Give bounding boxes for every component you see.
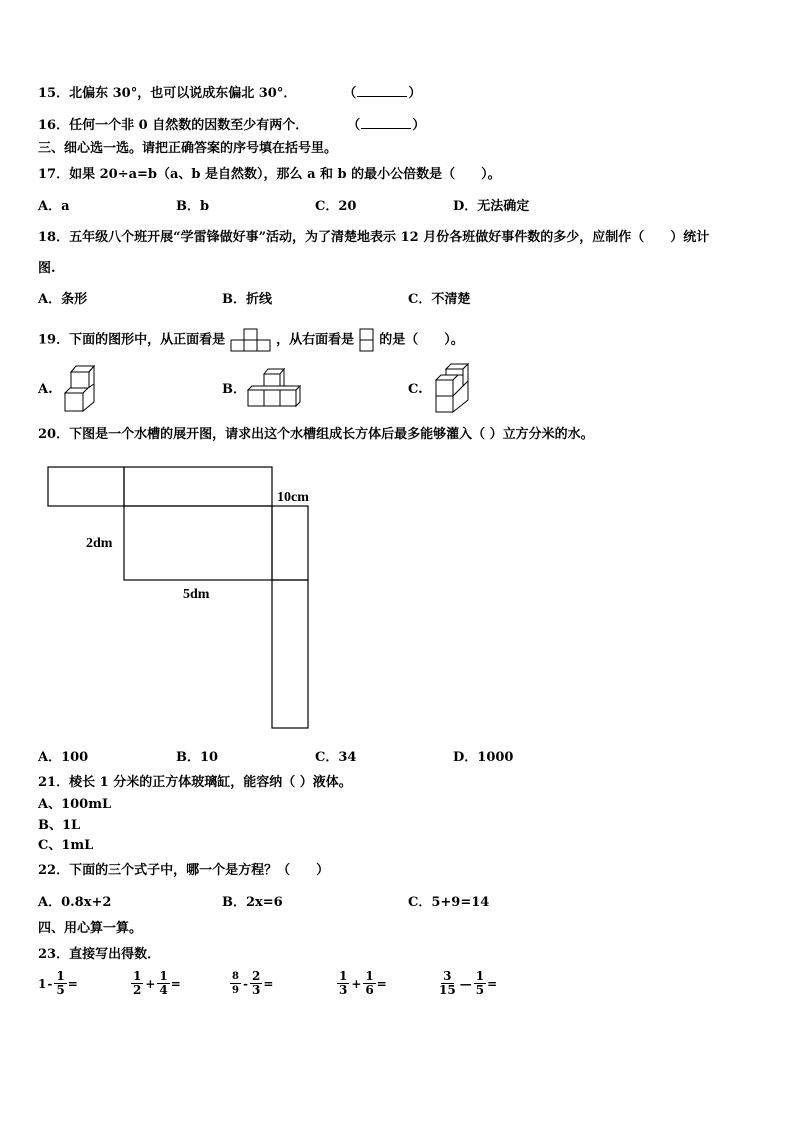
q17-option-d[interactable]: D．无法确定 xyxy=(453,199,530,214)
question-20-text: 20．下图是一个水槽的展开图，请求出这个水槽组成长方体后最多能够灌入（ ）立方分米的水。 xyxy=(38,427,594,442)
q22-option-a[interactable]: A．0.8x+2 xyxy=(38,895,112,910)
q20-option-d[interactable]: D．1000 xyxy=(453,750,514,765)
q21-option-b[interactable]: B、1L xyxy=(38,818,81,833)
q22-option-c[interactable]: C．5+9=14 xyxy=(408,895,490,910)
q16-number: 16． xyxy=(38,118,70,133)
q19-option-a[interactable]: A. xyxy=(38,382,53,397)
q21-option-a[interactable]: A、100mL xyxy=(38,797,112,812)
calc-4-equals: = xyxy=(376,976,387,991)
calc-5-fraction-a: $\frac{3}{15}$ xyxy=(439,969,456,997)
calc-3-fraction-a: $\frac{8}{9}$ xyxy=(232,971,239,996)
q20-option-c[interactable]: C．34 xyxy=(315,750,357,765)
q17-option-a[interactable]: A．a xyxy=(38,199,70,214)
calc-2-op: + xyxy=(145,976,156,991)
calc-3-op: - xyxy=(242,976,248,991)
q16-lparen: （ xyxy=(347,118,361,133)
section-3-heading: 三、细心选一选。请把正确答案的序号填在括号里。 xyxy=(38,141,338,156)
q20-option-a[interactable]: A．100 xyxy=(38,750,89,765)
calc-2-fraction-a: $\frac{1}{2}$ xyxy=(133,969,142,997)
calc-2[interactable] xyxy=(130,970,181,997)
q20-option-b[interactable]: B．10 xyxy=(176,750,219,765)
q18-option-b[interactable]: B．折线 xyxy=(222,292,272,307)
calc-4-fraction-b: $\frac{1}{6}$ xyxy=(365,969,374,997)
calc-4[interactable] xyxy=(336,970,387,997)
calc-5-fraction-b: $\frac{1}{5}$ xyxy=(475,969,485,997)
calc-2-equals: = xyxy=(170,976,181,991)
calc-1-a: 1 xyxy=(38,976,47,991)
q17-option-c[interactable]: C．20 xyxy=(315,199,357,214)
calc-1-op: - xyxy=(47,976,53,991)
calc-2-fraction-b: $\frac{1}{4}$ xyxy=(159,969,168,997)
label-5dm: 5dm xyxy=(183,587,210,602)
calc-1-fraction: $\frac{1}{5}$ xyxy=(56,969,65,997)
calc-5[interactable] xyxy=(436,970,497,997)
q19-part1: 19．下面的图形中，从正面看是 xyxy=(38,332,226,348)
q15-text: 北偏东 30°，也可以说成东偏北 30°． xyxy=(69,86,297,101)
question-23-text: 23．直接写出得数． xyxy=(38,947,161,962)
calc-3-fraction-b: $\frac{2}{3}$ xyxy=(251,969,261,997)
calc-1[interactable] xyxy=(38,970,78,997)
label-10cm: 10cm xyxy=(277,490,309,505)
net-lower-face xyxy=(272,580,308,728)
q19-option-b[interactable]: B． xyxy=(222,382,246,397)
net-top-flap xyxy=(48,467,124,506)
q19-part2: ，从右面看是 xyxy=(276,332,355,348)
question-18-text: 18．五年级八个班开展“学雷锋做好事”活动，为了清楚地表示 12 月份各班做好事件数的多少，应制作（ ）统计 xyxy=(38,230,710,245)
calc-4-op: + xyxy=(351,976,362,991)
q22-option-b[interactable]: B．2x=6 xyxy=(222,895,283,910)
net-top-face xyxy=(124,467,272,506)
q18-option-c[interactable]: C．不清楚 xyxy=(408,292,471,307)
calc-4-fraction-a: $\frac{1}{3}$ xyxy=(339,969,348,997)
q15-number: 15． xyxy=(38,86,70,101)
q15-lparen: （ xyxy=(343,86,357,101)
calc-3-equals: = xyxy=(263,976,274,991)
label-2dm: 2dm xyxy=(86,536,113,551)
q17-option-b[interactable]: B．b xyxy=(176,199,210,214)
q16-text: 任何一个非 0 自然数的因数至少有两个． xyxy=(69,118,309,133)
q18-option-a[interactable]: A．条形 xyxy=(38,292,88,307)
q21-option-c[interactable]: C、1mL xyxy=(38,838,94,853)
calc-5-op: — xyxy=(459,976,472,991)
question-17-text: 17．如果 20÷a=b（a、b 是自然数），那么 a 和 b 的最小公倍数是（ ）。 xyxy=(38,167,501,182)
question-22-text: 22．下面的三个式子中，哪一个是方程？（ ） xyxy=(38,863,330,878)
net-bottom-face xyxy=(124,506,272,580)
question-18-text-cont: 图. xyxy=(38,261,56,276)
net-right-face xyxy=(272,506,308,580)
q15-rparen: ） xyxy=(408,86,422,101)
calc-5-equals: = xyxy=(487,976,498,991)
calc-3[interactable] xyxy=(229,970,273,997)
q19-option-c[interactable]: C. xyxy=(408,382,423,397)
calc-1-equals: = xyxy=(67,976,78,991)
q19-part3: 的是（ ）。 xyxy=(379,332,464,348)
q16-rparen: ） xyxy=(412,118,426,133)
question-21-text: 21．棱长 1 分米的正方体玻璃缸，能容纳（ ）液体。 xyxy=(38,775,352,790)
section-4-heading: 四、用心算一算。 xyxy=(38,921,143,936)
